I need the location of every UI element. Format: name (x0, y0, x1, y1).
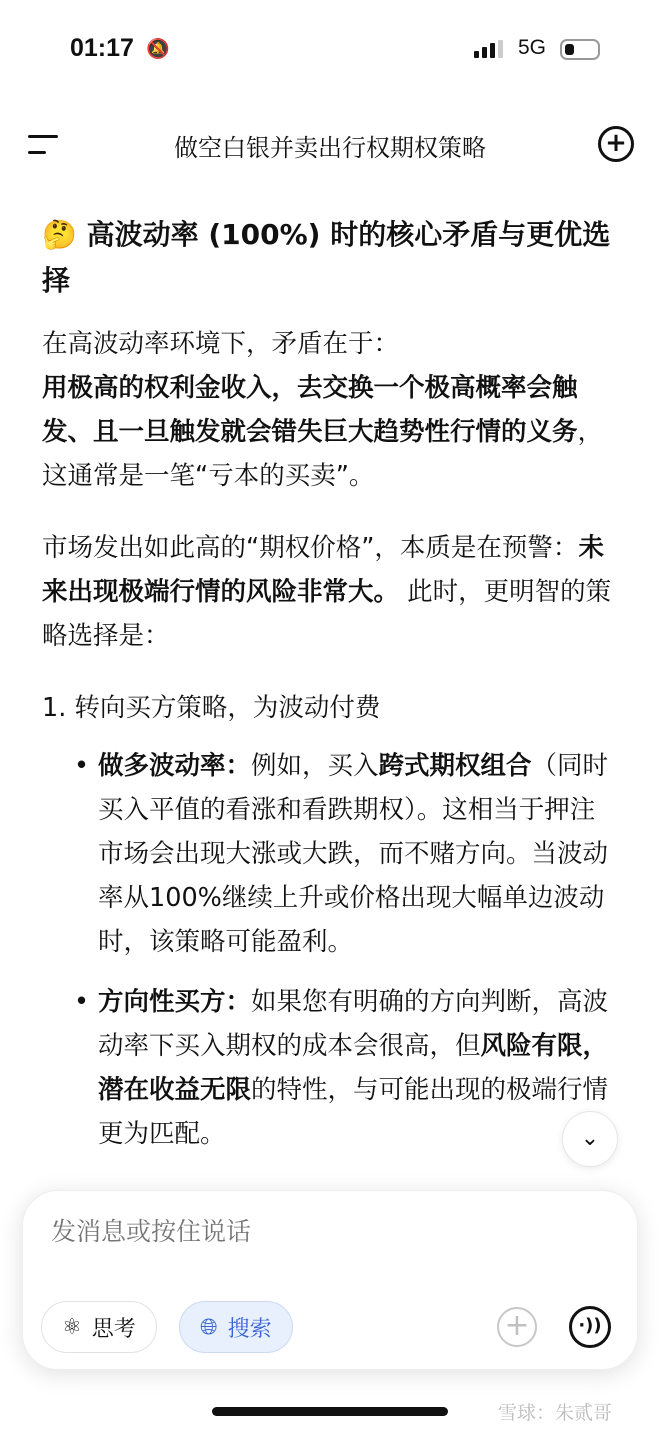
chat-message (42, 212, 614, 1172)
add-attachment-button[interactable]: + (497, 1307, 537, 1347)
bullet-text: （同时买入平值的看涨和看跌期权）。这相当于押注市场会出现大涨或大跌，而不赌方向。当波动率从100%继续上升或价格出现大幅单边波动时，该策略可能盈利。 (98, 751, 609, 957)
status-time: 01:17 (70, 34, 134, 62)
voice-call-button[interactable] (569, 1306, 611, 1348)
p1-intro: 在高波动率环境下，矛盾在于： (42, 329, 400, 359)
bell-slash-icon: 🔕 (146, 38, 170, 60)
list-item-1: 1. 转向买方策略，为波动付费 (42, 693, 381, 723)
scroll-down-button[interactable] (562, 1111, 618, 1167)
p2-a: 市场发出如此高的“期权价格”，本质是在预警： (42, 533, 579, 563)
think-label: 思考 (91, 1316, 136, 1342)
message-composer (22, 1190, 638, 1370)
bullet-text: 如果您有明确的方向判断，高波动率下买入期权的成本会很高，但 (98, 987, 609, 1061)
bullet-label: 方向性买方： (98, 987, 252, 1017)
network-type: 5G (518, 36, 547, 59)
bullet-bold: 跨式期权组合 (378, 751, 532, 781)
battery-icon (560, 39, 600, 60)
top-nav (0, 118, 660, 170)
new-chat-icon[interactable]: + (598, 126, 634, 162)
voice-icon: ·)) (578, 1315, 602, 1336)
thinking-emoji-icon: 🤔 (42, 218, 77, 251)
bullet-long-volatility (98, 744, 614, 964)
message-input[interactable] (51, 1217, 591, 1246)
think-button[interactable] (41, 1301, 157, 1353)
watermark: 雪球：朱贰哥 (498, 1402, 613, 1424)
p2-b: 此时，更明智的策略选择是： (42, 577, 612, 651)
conversation-title: 做空白银并卖出行权期权策略 (174, 134, 486, 162)
atom-icon: ⚛ (62, 1314, 82, 1340)
p2-bold: 未来出现极端行情的风险非常大。 (42, 533, 604, 607)
heading-text: 高波动率 (100%) 时的核心矛盾与更优选择 (42, 218, 611, 297)
signal-icon (474, 40, 503, 58)
search-label: 搜索 (227, 1316, 272, 1342)
bullet-directional-buyer (98, 980, 614, 1156)
home-indicator (212, 1407, 448, 1416)
section-heading (42, 212, 614, 304)
bullet-text: 例如，买入 (251, 751, 379, 781)
chevron-down-icon: ⌄ (580, 1126, 600, 1151)
paragraph-warning (42, 526, 614, 658)
globe-icon: 🌐︎ (200, 1314, 218, 1340)
paragraph-contradiction (42, 322, 614, 498)
status-bar (0, 30, 660, 70)
search-button[interactable] (179, 1301, 293, 1353)
bullet-text: 的特性，与可能出现的极端行情更为匹配。 (98, 1075, 609, 1149)
p1-tail: ，这通常是一笔“亏本的买卖”。 (42, 417, 604, 491)
p1-bold: 用极高的权利金收入，去交换一个极高概率会触发、且一旦触发就会错失巨大趋势性行情的义务 (42, 373, 578, 447)
bullet-label: 做多波动率： (98, 751, 252, 781)
bullet-list (42, 744, 614, 1156)
bullet-bold: 风险有限，潜在收益无限 (98, 1031, 609, 1105)
